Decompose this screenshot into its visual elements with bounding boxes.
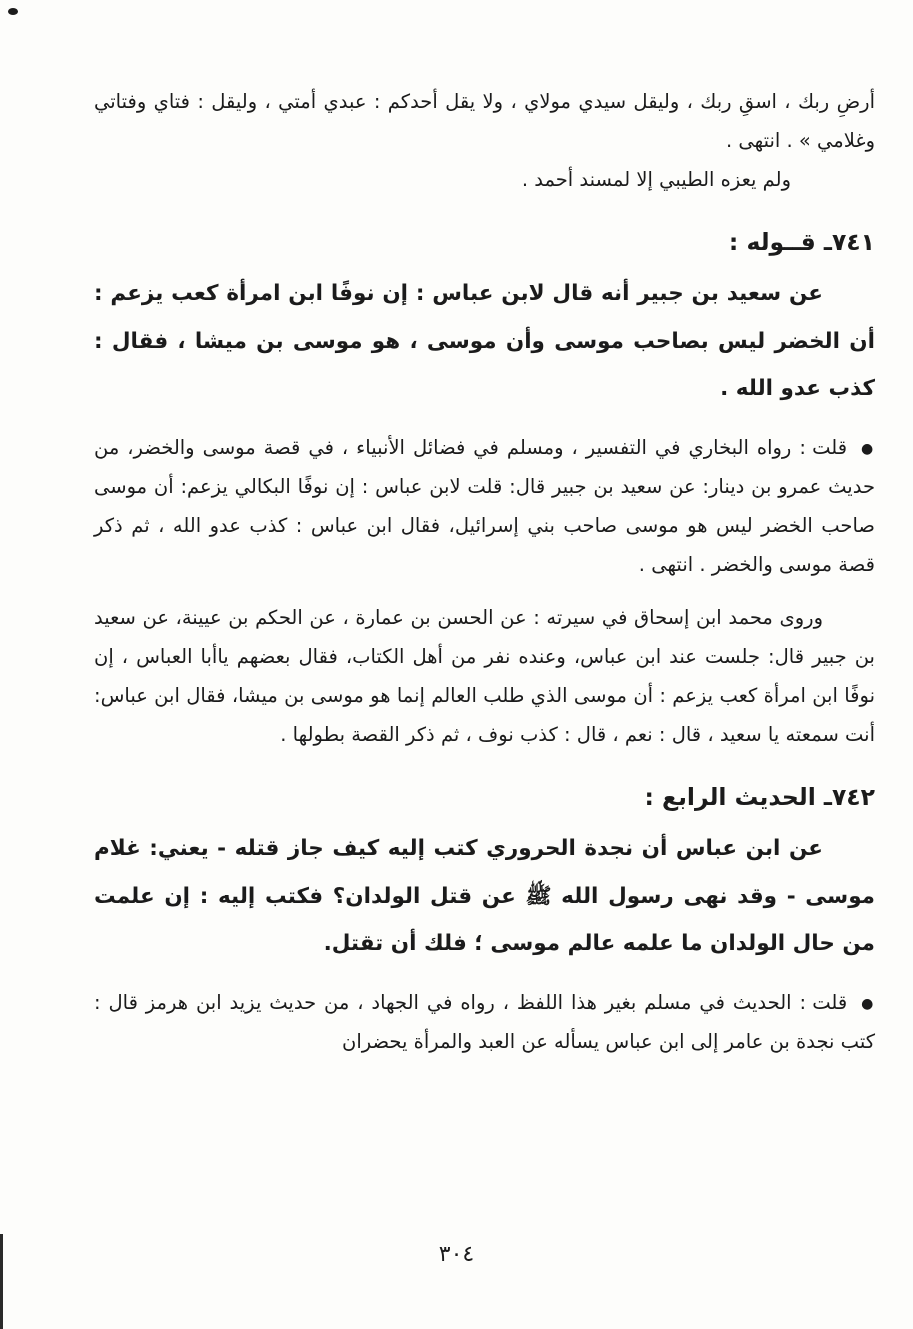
scan-edge-artifact <box>0 1234 3 1329</box>
bullet-icon: ● <box>861 440 875 457</box>
hadith-741-commentary-1 <box>94 428 875 584</box>
continuation-paragraph: أرضِ ربك ، اسقِ ربك ، وليقل سيدي مولاي ، ولا يقل أحدكم : عبدي أمتي ، وليقل : فتاي وفتاتي وغلامي » . انتهى . <box>94 90 875 152</box>
commentary-text: قلت : رواه البخاري في التفسير ، ومسلم في فضائل الأنبياء ، في قصة موسى والخضر، من حديث عمرو بن دينار: عن سعيد بن جبير قال: قلت لابن عباس : إن نوفًا البكالي يزعم: أن موسى صاحب الخضر ليس هو موسى صاحب بني إسرائيل، فقال ابن عباس : كذب عدو الله ، ثم ذكر قصة موسى والخضر . انتهى . <box>94 436 875 577</box>
hadith-741-matn: عن سعيد بن جبير أنه قال لابن عباس : إن نوفًا ابن امرأة كعب يزعم : أن الخضر ليس بصاحب موسى وأن موسى ، هو موسى بن ميشا ، فقال : كذب عدو الله . <box>94 281 875 401</box>
hadith-742-commentary-1 <box>94 983 875 1061</box>
hadith-741-heading: ٧٤١ـ قــوله : <box>728 228 875 256</box>
hadith-742-heading: ٧٤٢ـ الحديث الرابع : <box>644 783 875 812</box>
commentary-text: قلت : الحديث في مسلم بغير هذا اللفظ ، رواه في الجهاد ، من حديث يزيد ابن هرمز قال : كتب نجدة بن عامر إلى ابن عباس يسأله عن العبد والمرأة يحضران <box>94 991 875 1054</box>
scan-speck-artifact <box>8 8 18 15</box>
bullet-icon: ● <box>861 995 876 1012</box>
attribution-paragraph: ولم يعزه الطيبي إلا لمسند أحمد . <box>521 168 791 191</box>
hadith-741-commentary-2: وروى محمد ابن إسحاق في سيرته : عن الحسن بن عمارة ، عن الحكم بن عيينة، عن سعيد بن جبير قال: جلست عند ابن عباس، وعنده نفر من أهل الكتاب، فقال بعضهم ياأبا العباس ، إن نوفًا ابن امرأة كعب يزعم : أن موسى الذي طلب العالم إنما هو موسى بن ميشا، فقال ابن عباس: أنت سمعته يا سعيد ، قال : نعم ، قال : كذب نوف ، ثم ذكر القصة بطولها . <box>94 606 875 747</box>
hadith-742-matn: عن ابن عباس أن نجدة الحروري كتب إليه كيف جاز قتله - يعني: غلام موسى - وقد نهى رسول الله ﷺ عن قتل الولدان؟ فكتب إليه : إن علمت من حال الولدان ما علمه عالم موسى ؛ فلك أن تقتل. <box>94 836 875 956</box>
page-body <box>94 82 875 1075</box>
page-number: ٣٠٤ <box>438 1242 475 1267</box>
